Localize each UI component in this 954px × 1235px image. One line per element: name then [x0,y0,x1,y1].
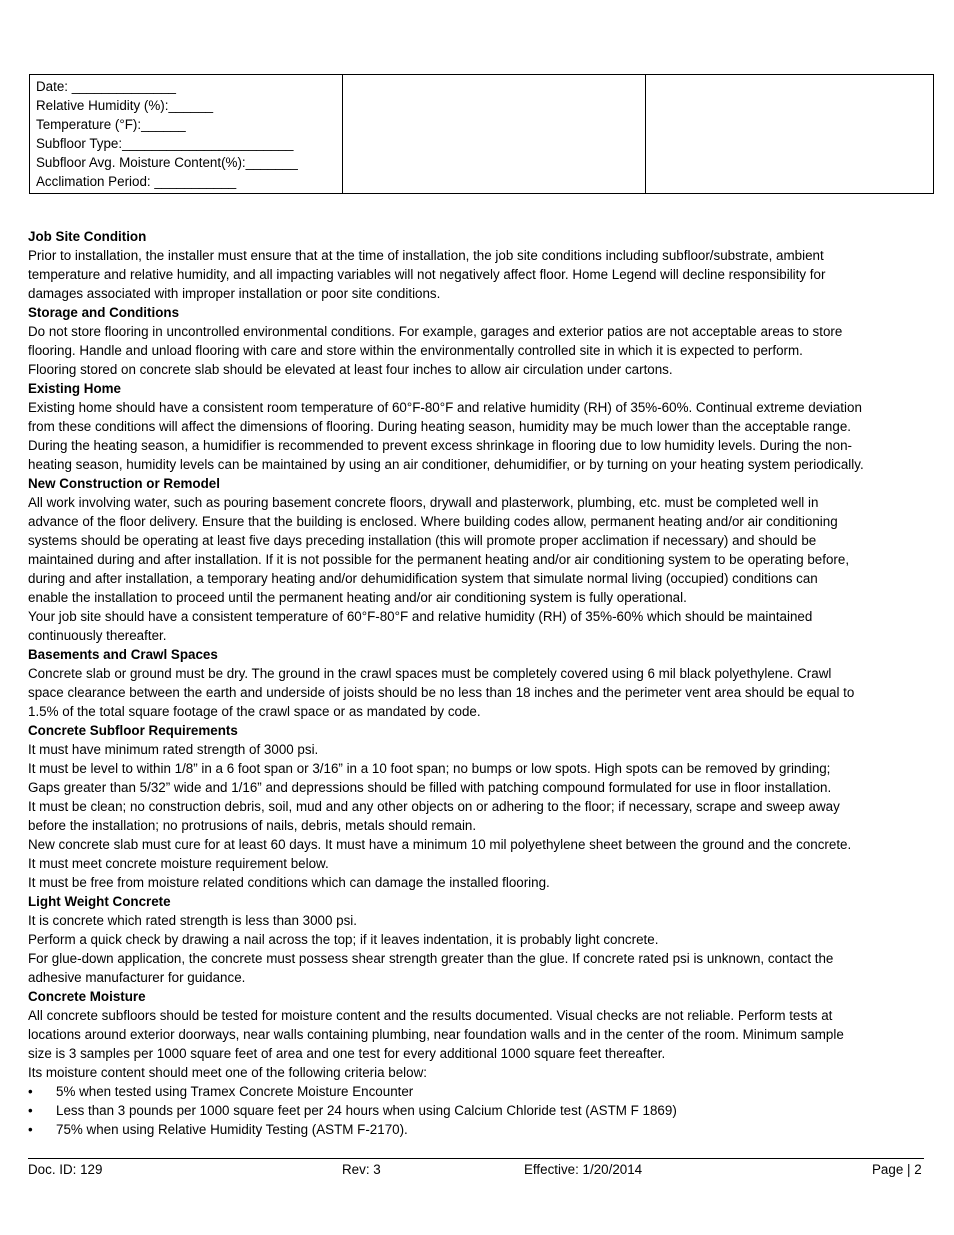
section-paragraph: All concrete subfloors should be tested for moisture content and the results documented. Visual checks are not reliable. Perform tests at locations around exterior doorways, near walls containing plumbing, near foundation walls and in the center of the room. Minimum sample size is 3 samples per 1000 square feet of area and one test for every additional 1000 square feet thereafter. [28,1008,844,1061]
section-paragraph: It must meet concrete moisture requirement below. [28,856,329,871]
section-paragraph: Prior to installation, the installer must ensure that at the time of installation, the job site conditions including subfloor/substrate, ambient temperature and relative humidity, and all impacting variables will not negatively affect floor. Home Legend will decline responsibility for damages associated with improper installation or poor site conditions. [28,248,826,301]
section-heading: Storage and Conditions [28,305,180,320]
footer-page-number: Page | 2 [872,1162,922,1177]
section-heading: Basements and Crawl Spaces [28,647,218,662]
section-paragraph: Do not store flooring in uncontrolled environmental conditions. For example, garages and exterior patios are not acceptable areas to store flooring. Handle and unload flooring with care and store within the environmentally controlled site in which it is expected to perform. Flooring stored on concrete slab should be elevated at least four inches to allow air circulation under cartons. [28,324,843,377]
section [28,474,934,645]
section-heading: New Construction or Remodel [28,476,220,491]
log-moisture-line: Subfloor Avg. Moisture Content(%):_______ [36,155,298,170]
section-paragraph: Its moisture content should meet one of the following criteria below: [28,1065,427,1080]
section-paragraph: For glue-down application, the concrete must possess shear strength greater than the glue. If concrete rated psi is unknown, contact the adhesive manufacturer for guidance. [28,951,834,985]
section-paragraph: Concrete slab or ground must be dry. The ground in the crawl spaces must be completely covered using 6 mil black polyethylene. Crawl space clearance between the earth and underside of joists should be no less than 18 inches and the perimeter vent area should be equal to 1.5% of the total square footage of the crawl space or as mandated by code. [28,666,855,719]
log-acclimation-line: Acclimation Period: ___________ [36,174,237,189]
criteria-text: Less than 3 pounds per 1000 square feet per 24 hours when using Calcium Chloride test (ASTM F 1869) [56,1103,677,1118]
log-fields-cell [30,75,343,194]
section-paragraph: It must have minimum rated strength of 3000 psi. [28,742,319,757]
section-paragraph: Perform a quick check by drawing a nail across the top; if it leaves indentation, it is probably light concrete. [28,932,659,947]
section-paragraph: It is concrete which rated strength is less than 3000 psi. [28,913,357,928]
bullet-icon: • [28,1084,33,1099]
log-blank-cell-2 [343,75,646,194]
section [28,892,934,987]
section-heading: Concrete Subfloor Requirements [28,723,238,738]
log-date-line: Date: ______________ [36,79,176,94]
section [28,721,934,892]
section [28,645,934,721]
section [28,379,934,474]
log-blank-cell-3 [646,75,934,194]
criteria-text: 75% when using Relative Humidity Testing (ASTM F-2170). [56,1122,408,1137]
log-humidity-line: Relative Humidity (%):______ [36,98,214,113]
section [28,227,934,303]
criteria-text: 5% when tested using Tramex Concrete Moisture Encounter [56,1084,414,1099]
footer-revision: Rev: 3 [342,1162,381,1177]
footer-doc-id: Doc. ID: 129 [28,1162,103,1177]
criteria-list-item [28,1082,934,1101]
section-paragraph: It must be clean; no construction debris, soil, mud and any other objects on or adhering to the floor; if necessary, scrape and sweep away before the installation; no protrusions of nails, debris, metals should remain. [28,799,840,833]
section-heading: Light Weight Concrete [28,894,171,909]
document-body [28,227,934,1139]
section-paragraph: It must be level to within 1/8” in a 6 foot span or 3/16” in a 10 foot span; no bumps or low spots. High spots can be removed by grinding; Gaps greater than 5/32” wide and 1/16” and depressions should be filled with patching compound formulated for use in floor installation. [28,761,832,795]
log-temperature-line: Temperature (°F):______ [36,117,186,132]
section [28,987,934,1139]
section-heading: Concrete Moisture [28,989,146,1004]
criteria-list-item [28,1120,934,1139]
section-heading: Existing Home [28,381,122,396]
section-paragraph: Your job site should have a consistent temperature of 60°F-80°F and relative humidity (RH) of 35%-60% which should be maintained continuously thereafter. [28,609,813,643]
section-paragraph: It must be free from moisture related conditions which can damage the installed flooring. [28,875,550,890]
bullet-icon: • [28,1103,33,1118]
log-subfloor-type-line: Subfloor Type:_______________________ [36,136,294,151]
criteria-list-item [28,1101,934,1120]
section-paragraph: Existing home should have a consistent room temperature of 60°F-80°F and relative humidity (RH) of 35%-60%. Continual extreme deviation from these conditions will affect the dimensions of flooring. During heating season, humidity may be much lower than the acceptable range. During the heating season, a humidifier is recommended to prevent excess shrinkage in flooring due to low humidity levels. During the non- heating season, humidity levels can be maintained by using an air conditioner, dehumidifier, or by turning on your heating system periodically. [28,400,864,472]
section-heading: Job Site Condition [28,229,147,244]
bullet-icon: • [28,1122,33,1137]
footer-effective-date: Effective: 1/20/2014 [524,1162,643,1177]
section [28,303,934,379]
acclimation-log-table [29,74,934,194]
section-paragraph: New concrete slab must cure for at least 60 days. It must have a minimum 10 mil polyethylene sheet between the ground and the concrete. [28,837,852,852]
criteria-list [28,1082,934,1139]
section-paragraph: All work involving water, such as pouring basement concrete floors, drywall and plasterwork, plumbing, etc. must be completed well in advance of the floor delivery. Ensure that the building is enclosed. Where building codes allow, permanent heating and/or air conditioning systems should be operating at least five days preceding installation (this will promote proper acclimation if necessary) and should be maintained during and after installation. If it is not possible for the permanent heating and/or air conditioning system to be operating before, during and after installation, a temporary heating and/or dehumidification system that simulate normal living (occupied) conditions can enable the installation to proceed until the permanent heating and/or air conditioning system is fully operational. [28,495,850,605]
footer-divider [28,1158,924,1159]
